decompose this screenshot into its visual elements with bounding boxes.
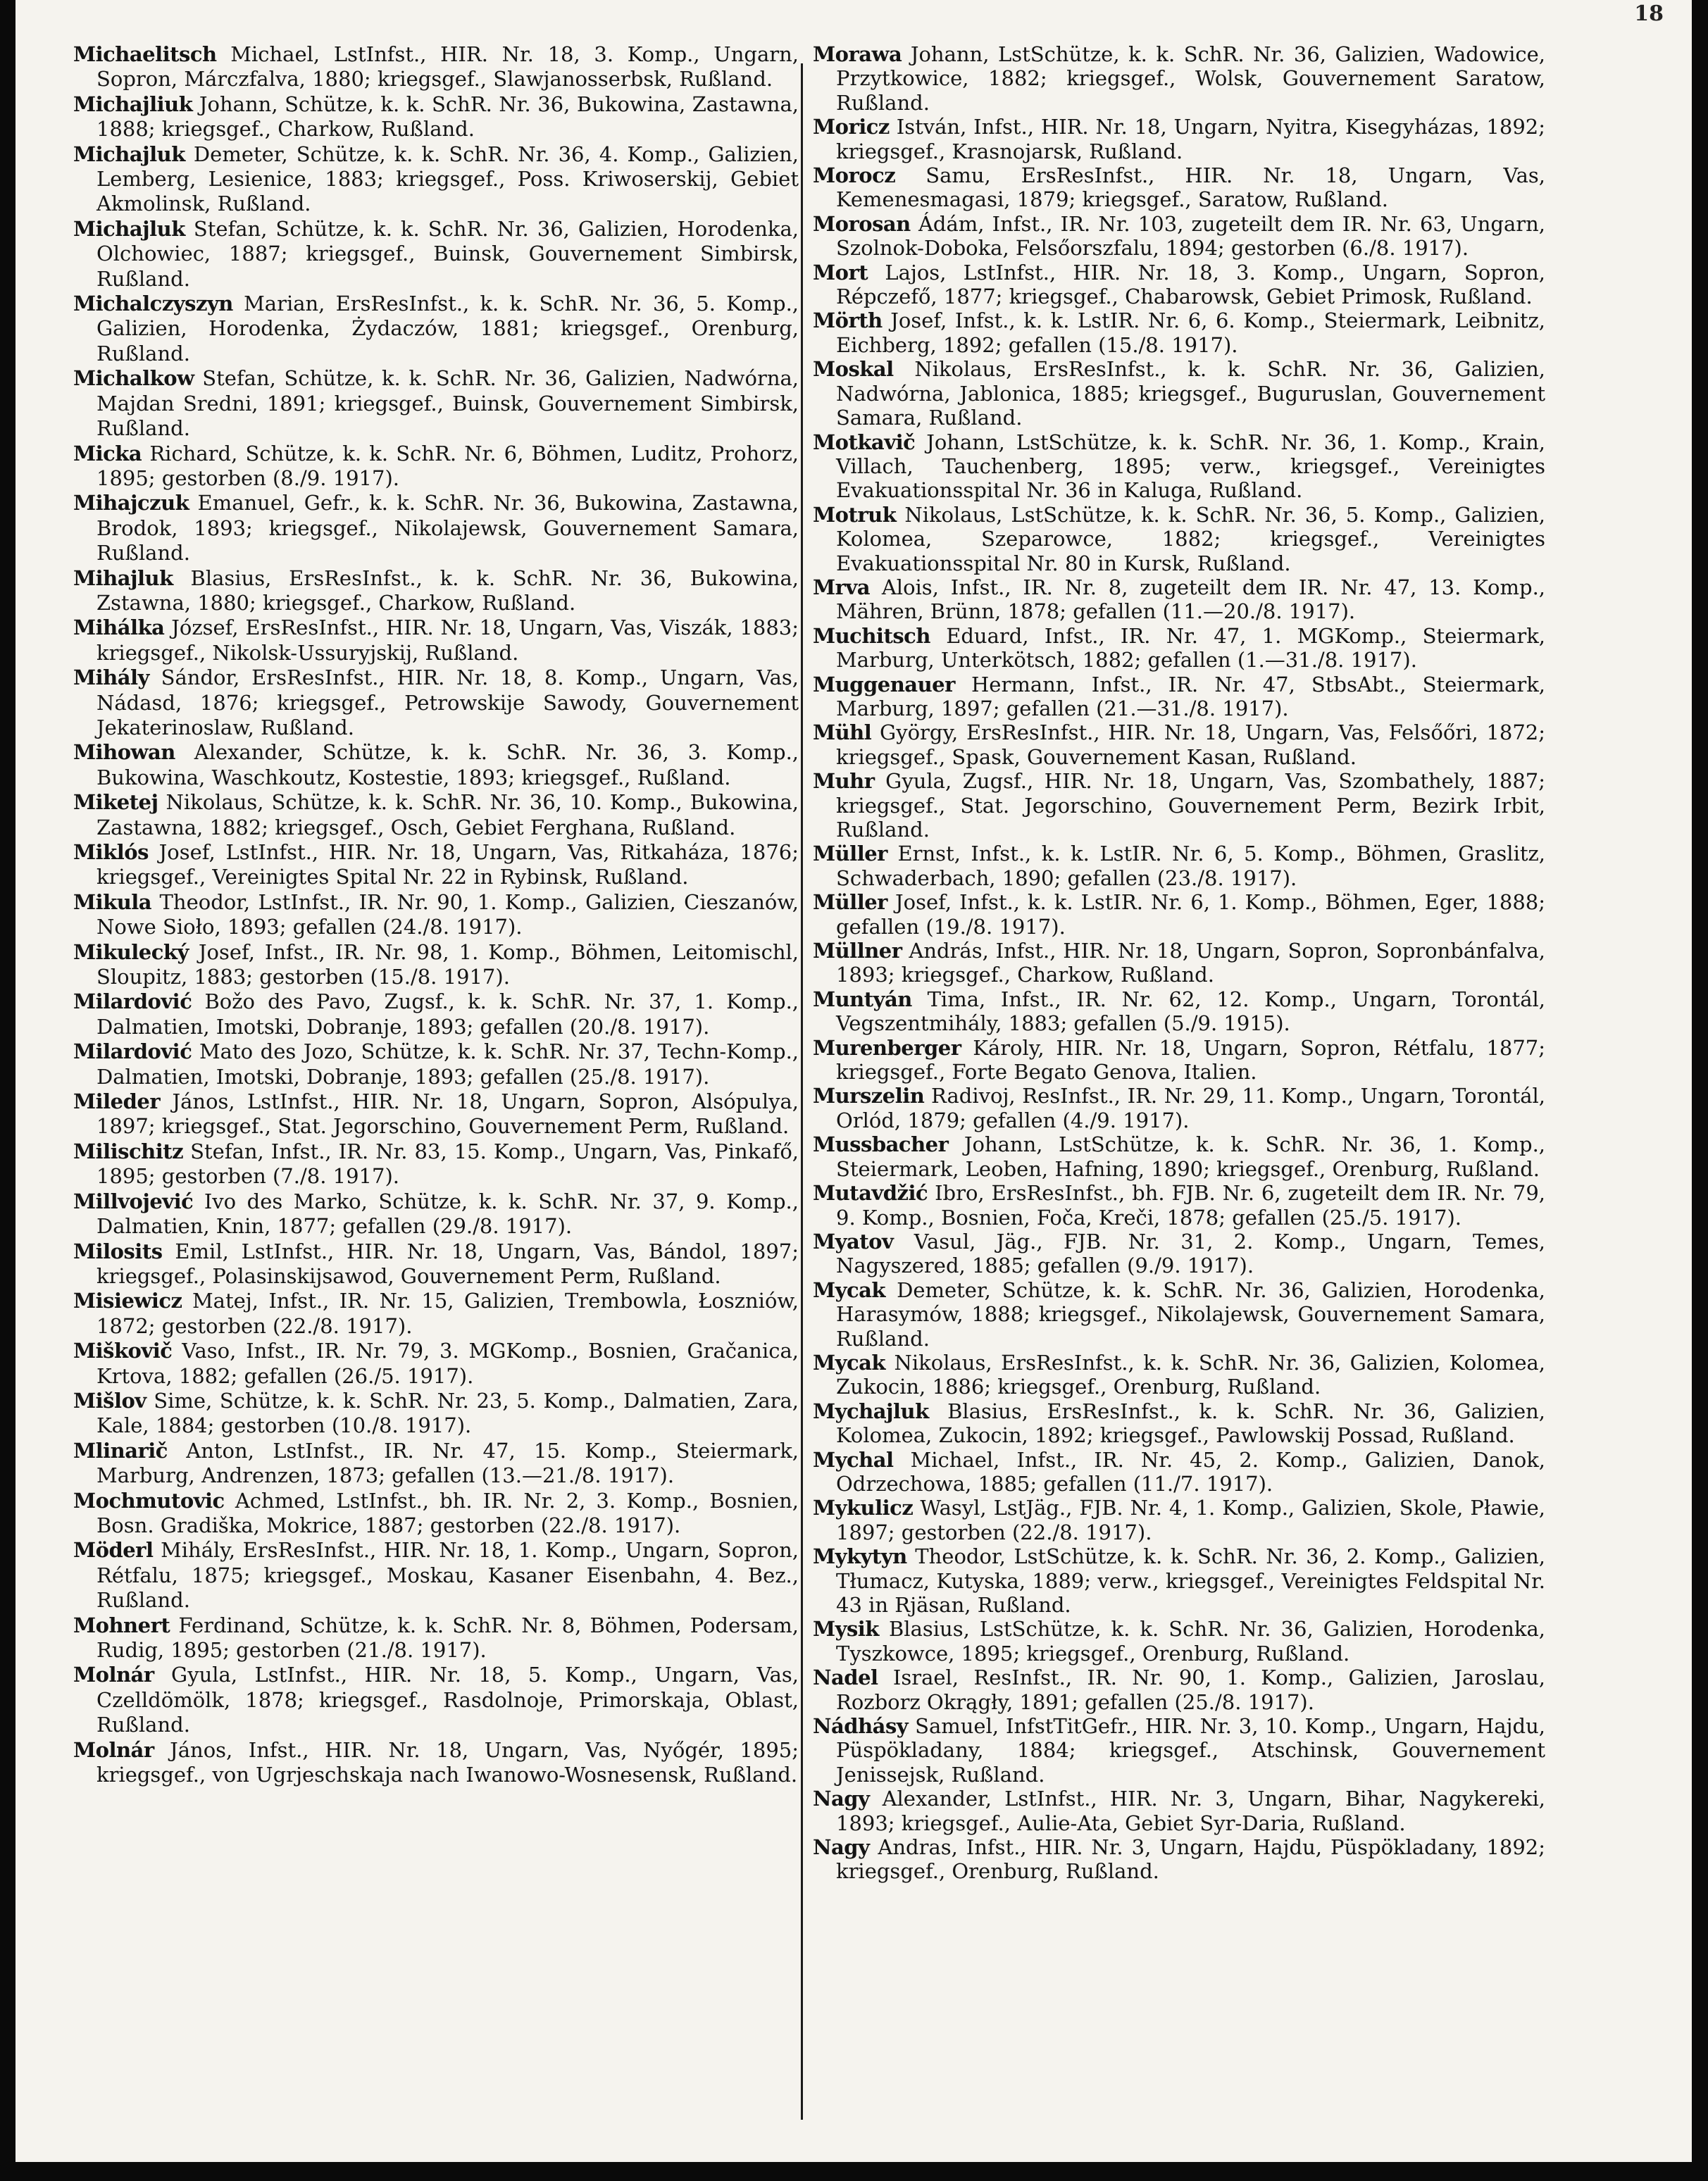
entry-details: Nikolaus, LstSchütze, k. k. SchR. Nr. 36, 5. Komp., Galizien, Kolomea, Szeparowce, 1882; kriegsgef., Vereinigtes Evakuationsspital Nr. 80 in Kursk, Rußland. <box>836 502 1545 575</box>
entry-details: Gyula, Zugsf., HIR. Nr. 18, Ungarn, Vas, Szombathely, 1887; kriegsgef., Stat. Jegorschino, Gouvernement Perm, Bezirk Irbit, Rußland. <box>836 769 1545 842</box>
register-entry <box>813 1835 1545 1884</box>
register-entry <box>813 673 1545 721</box>
entry-details: Josef, Infst., k. k. LstIR. Nr. 6, 1. Komp., Böhmen, Eger, 1888; gefallen (19./8. 1917). <box>836 890 1545 939</box>
register-entry <box>813 842 1545 890</box>
entry-surname: Molnár <box>73 1663 154 1687</box>
entry-details: Ernst, Infst., k. k. LstIR. Nr. 6, 5. Komp., Böhmen, Graslitz, Schwaderbach, 1890; gefallen (23./8. 1917). <box>836 842 1545 890</box>
entry-details: Michael, LstInfst., HIR. Nr. 18, 3. Komp., Ungarn, Sopron, Márczfalva, 1880; kriegsgef., Slawjanosserbsk, Rußland. <box>96 42 799 92</box>
entry-details: Sime, Schütze, k. k. SchR. Nr. 23, 5. Komp., Dalmatien, Zara, Kale, 1884; gestorben (10./8. 1917). <box>96 1388 799 1438</box>
entry-details: Sándor, ErsResInfst., HIR. Nr. 18, 8. Komp., Ungarn, Vas, Nádasd, 1876; kriegsgef., Petrowskije Sawody, Gouvernement Jekaterinoslaw, Rußland. <box>96 665 799 739</box>
entry-details: Theodor, LstInfst., IR. Nr. 90, 1. Komp., Galizien, Cieszanów, Nowe Sioło, 1893; gefallen (24./8. 1917). <box>96 889 799 939</box>
entry-details: Matej, Infst., IR. Nr. 15, Galizien, Trembowla, Łoszniów, 1872; gestorben (22./8. 1917). <box>96 1289 799 1338</box>
register-entry <box>813 769 1545 842</box>
entry-details: András, Infst., HIR. Nr. 18, Ungarn, Sopron, Sopronbánfalva, 1893; kriegsgef., Charkow, Rußland. <box>836 939 1545 987</box>
register-entry <box>73 615 799 665</box>
register-entry <box>73 1613 799 1663</box>
entry-surname: Micka <box>73 441 142 465</box>
entry-surname: Milardović <box>73 1039 192 1064</box>
register-entry <box>73 217 799 292</box>
entry-surname: Molnár <box>73 1737 154 1762</box>
entry-surname: Mikula <box>73 889 152 914</box>
entry-details: Ádám, Infst., IR. Nr. 103, zugeteilt dem IR. Nr. 63, Ungarn, Szolnok-Doboka, Felsőorszfalu, 1894; gestorben (6./8. 1917). <box>836 211 1545 261</box>
entry-surname: Moricz <box>813 115 890 139</box>
entry-surname: Muntyán <box>813 987 912 1011</box>
entry-surname: Mihajczuk <box>73 491 189 515</box>
register-entry <box>813 1448 1545 1496</box>
register-entry <box>813 1230 1545 1278</box>
register-entry <box>813 115 1545 163</box>
entry-details: Károly, HIR. Nr. 18, Ungarn, Sopron, Rétfalu, 1877; kriegsgef., Forte Begato Genova, Italien. <box>836 1035 1545 1085</box>
register-entry <box>73 1389 799 1439</box>
entry-surname: Misiewicz <box>73 1289 182 1313</box>
entry-details: Richard, Schütze, k. k. SchR. Nr. 6, Böhmen, Luditz, Prohorz, 1895; gestorben (8./9. 1917). <box>96 441 799 490</box>
register-entry <box>73 1089 799 1139</box>
register-entry <box>813 163 1545 212</box>
entry-details: Blasius, LstSchütze, k. k. SchR. Nr. 36, Galizien, Horodenka, Tyszkowce, 1895; kriegsgef., Orenburg, Rußland. <box>836 1617 1545 1666</box>
entry-surname: Morocz <box>813 163 896 188</box>
register-entry <box>73 1189 799 1239</box>
entry-details: Theodor, LstSchütze, k. k. SchR. Nr. 36, 2. Komp., Galizien, Tłumacz, Kutyska, 1889; verw., kriegsgef., Vereinigtes Feldspital Nr. 43 in Rjäsan, Rußland. <box>836 1544 1545 1617</box>
register-entry <box>73 1139 799 1189</box>
entry-surname: Mycak <box>813 1350 885 1375</box>
entry-surname: Nádhásy <box>813 1714 909 1739</box>
column-divider <box>801 63 803 2120</box>
entry-details: Nikolaus, ErsResInfst., k. k. SchR. Nr. 36, Galizien, Kolomea, Zukocin, 1886; kriegsgef., Orenburg, Rußland. <box>836 1350 1545 1399</box>
entry-surname: Muggenauer <box>813 672 955 696</box>
register-entry <box>813 1399 1545 1448</box>
register-entry <box>813 308 1545 357</box>
register-entry <box>813 1351 1545 1399</box>
page-number: 18 <box>1634 1 1664 26</box>
entry-surname: Mihálka <box>73 615 165 640</box>
register-entry <box>73 1239 799 1289</box>
entry-surname: Mort <box>813 260 868 285</box>
entry-surname: Michajluk <box>73 142 185 166</box>
register-entry <box>813 720 1545 769</box>
register-entry <box>813 1617 1545 1666</box>
entry-details: Hermann, Infst., IR. Nr. 47, StbsAbt., Steiermark, Marburg, 1897; gefallen (21.—31./8. 1917). <box>836 672 1545 720</box>
entry-surname: Milosits <box>73 1239 163 1263</box>
entry-details: Nikolaus, ErsResInfst., k. k. SchR. Nr. 36, Galizien, Nadwórna, Jablonica, 1885; kriegsgef., Buguruslan, Gouvernement Samara, Rußland. <box>836 357 1545 430</box>
register-entry <box>73 42 799 92</box>
register-entry <box>813 1278 1545 1351</box>
entry-details: Emanuel, Gefr., k. k. SchR. Nr. 36, Bukowina, Zastawna, Brodok, 1893; kriegsgef., Nikolajewsk, Gouvernement Samara, Rußland. <box>96 491 799 565</box>
register-entry <box>73 840 799 890</box>
entry-details: Vasul, Jäg., FJB. Nr. 31, 2. Komp., Ungarn, Temes, Nagyszered, 1885; gefallen (9./9. 1917). <box>836 1229 1545 1278</box>
register-entry <box>813 1132 1545 1181</box>
register-entry <box>73 1439 799 1489</box>
entry-surname: Mykulicz <box>813 1496 914 1520</box>
entry-surname: Nagy <box>813 1787 870 1811</box>
entry-surname: Motruk <box>813 502 897 527</box>
register-entry <box>813 430 1545 503</box>
entry-details: Božo des Pavo, Zugsf., k. k. SchR. Nr. 37, 1. Komp., Dalmatien, Imotski, Dobranje, 1893; gefallen (20./8. 1917). <box>96 989 799 1039</box>
entry-details: Gyula, LstInfst., HIR. Nr. 18, 5. Komp., Ungarn, Vas, Czelldömölk, 1878; kriegsgef., Rasdolnoje, Primorskaja, Oblast, Rußland. <box>96 1663 799 1737</box>
register-entry <box>73 665 799 740</box>
entry-details: Demeter, Schütze, k. k. SchR. Nr. 36, 4. Komp., Galizien, Lemberg, Lesienice, 1883; kriegsgef., Poss. Kriwoserskij, Gebiet Akmolinsk, Rußland. <box>96 142 799 216</box>
left-column <box>73 42 799 2148</box>
entry-surname: Nagy <box>813 1835 870 1860</box>
register-entry <box>813 1181 1545 1230</box>
register-entry <box>73 1489 799 1539</box>
right-column <box>813 42 1545 2148</box>
entry-details: Nikolaus, Schütze, k. k. SchR. Nr. 36, 10. Komp., Bukowina, Zastawna, 1882; kriegsgef., Osch, Gebiet Ferghana, Rußland. <box>96 790 799 839</box>
entry-details: Josef, LstInfst., HIR. Nr. 18, Ungarn, Vas, Ritkaháza, 1876; kriegsgef., Vereinigtes Spital Nr. 22 in Rybinsk, Rußland. <box>96 840 799 889</box>
entry-details: Israel, ResInfst., IR. Nr. 90, 1. Komp., Galizien, Jaroslau, Rozborz Okrągły, 1891; gefallen (25./8. 1917). <box>836 1666 1545 1714</box>
entry-details: Lajos, LstInfst., HIR. Nr. 18, 3. Komp., Ungarn, Sopron, Répczefő, 1877; kriegsgef., Chabarowsk, Gebiet Primosk, Rußland. <box>836 260 1545 309</box>
entry-details: Blasius, ErsResInfst., k. k. SchR. Nr. 36, Galizien, Kolomea, Zukocin, 1892; kriegsgef., Pawlowskij Possad, Rußland. <box>836 1399 1545 1448</box>
entry-details: Stefan, Schütze, k. k. SchR. Nr. 36, Galizien, Horodenka, Olchowiec, 1887; kriegsgef., Buinsk, Gouvernement Simbirsk, Rußland. <box>96 216 799 291</box>
entry-details: Ferdinand, Schütze, k. k. SchR. Nr. 8, Böhmen, Podersam, Rudig, 1895; gestorben (21./8. 1917). <box>96 1613 799 1662</box>
entry-surname: Miškovič <box>73 1339 173 1363</box>
entry-details: Johann, Schütze, k. k. SchR. Nr. 36, Bukowina, Zastawna, 1888; kriegsgef., Charkow, Rußland. <box>96 92 799 142</box>
register-entry <box>73 1339 799 1389</box>
entry-surname: Mysik <box>813 1617 879 1642</box>
register-entry <box>73 890 799 940</box>
entry-surname: Mihowan <box>73 740 175 765</box>
entry-surname: Moskal <box>813 357 894 382</box>
entry-details: Stefan, Infst., IR. Nr. 83, 15. Komp., Ungarn, Vas, Pinkafő, 1895; gestorben (7./8. 1917). <box>96 1139 799 1189</box>
entry-details: Eduard, Infst., IR. Nr. 47, 1. MGKomp., Steiermark, Marburg, Unterkötsch, 1882; gefallen (1.—31./8. 1917). <box>836 623 1545 673</box>
entry-details: Wasyl, LstJäg., FJB. Nr. 4, 1. Komp., Galizien, Skole, Pławie, 1897; gestorben (22./8. 1917). <box>836 1496 1545 1544</box>
entry-details: Ivo des Marko, Schütze, k. k. SchR. Nr. 37, 9. Komp., Dalmatien, Knin, 1877; gefallen (29./8. 1917). <box>96 1189 799 1239</box>
register-entry <box>813 624 1545 673</box>
register-entry <box>813 1787 1545 1835</box>
register-entry <box>73 940 799 990</box>
entry-surname: Mutavdžić <box>813 1181 928 1206</box>
register-entry <box>73 740 799 790</box>
register-entry <box>813 939 1545 987</box>
entry-surname: Michajliuk <box>73 92 193 116</box>
entry-surname: Michajluk <box>73 216 185 241</box>
register-entry <box>73 366 799 441</box>
entry-details: János, Infst., HIR. Nr. 18, Ungarn, Vas, Nyőgér, 1895; kriegsgef., von Ugrjeschskaja nach Iwanowo-Wosnesensk, Rußland. <box>96 1737 799 1787</box>
entry-surname: Müllner <box>813 939 902 963</box>
entry-surname: Mycak <box>813 1277 885 1302</box>
register-entry <box>813 890 1545 939</box>
register-entry <box>73 790 799 840</box>
entry-details: Demeter, Schütze, k. k. SchR. Nr. 36, Galizien, Horodenka, Harasymów, 1888; kriegsgef., Nikolajewsk, Gouvernement Samara, Rußland. <box>836 1277 1545 1351</box>
entry-surname: Michaelitsch <box>73 42 217 66</box>
entry-surname: Morawa <box>813 42 902 66</box>
register-entry <box>813 261 1545 309</box>
entry-details: Johann, LstSchütze, k. k. SchR. Nr. 36, Galizien, Wadowice, Przytkowice, 1882; kriegsgef., Wolsk, Gouvernement Saratow, Rußland. <box>836 42 1545 115</box>
entry-surname: Miklós <box>73 840 149 864</box>
document-page <box>15 0 1692 2162</box>
register-entry <box>73 1738 799 1788</box>
entry-details: Radivoj, ResInfst., IR. Nr. 29, 11. Komp., Ungarn, Torontál, Orlód, 1879; gefallen (4./9. 1917). <box>836 1084 1545 1132</box>
register-entry <box>73 566 799 616</box>
entry-details: István, Infst., HIR. Nr. 18, Ungarn, Nyitra, Kisegyházas, 1892; kriegsgef., Krasnojarsk, Rußland. <box>836 115 1545 163</box>
entry-details: Achmed, LstInfst., bh. IR. Nr. 2, 3. Komp., Bosnien, Bosn. Gradiška, Mokrice, 1887; gestorben (22./8. 1917). <box>96 1488 799 1537</box>
register-entry <box>73 989 799 1039</box>
register-entry <box>73 292 799 366</box>
entry-surname: Nadel <box>813 1666 878 1690</box>
entry-surname: Mohnert <box>73 1613 170 1637</box>
register-entry <box>73 1663 799 1737</box>
entry-surname: Mihajluk <box>73 565 173 590</box>
entry-details: József, ErsResInfst., HIR. Nr. 18, Ungarn, Vas, Viszák, 1883; kriegsgef., Nikolsk-Ussuryjskij, Rußland. <box>96 615 799 665</box>
entry-surname: Mileder <box>73 1089 161 1114</box>
register-entry <box>73 491 799 565</box>
register-entry <box>813 1036 1545 1085</box>
register-entry <box>73 1039 799 1089</box>
entry-surname: Morosan <box>813 211 911 236</box>
entry-surname: Mörth <box>813 308 883 333</box>
entry-details: Mihály, ErsResInfst., HIR. Nr. 18, 1. Komp., Ungarn, Sopron, Rétfalu, 1875; kriegsgef., Moskau, Kasaner Eisenbahn, 4. Bez., Rußland. <box>96 1538 799 1613</box>
entry-surname: Myatov <box>813 1229 894 1254</box>
entry-surname: Michalkow <box>73 366 194 391</box>
register-entry <box>73 1289 799 1339</box>
entry-surname: Muhr <box>813 769 875 794</box>
register-entry <box>813 1666 1545 1714</box>
entry-details: Alois, Infst., IR. Nr. 8, zugeteilt dem IR. Nr. 47, 13. Komp., Mähren, Brünn, 1878; gefallen (11.—20./8. 1917). <box>836 575 1545 624</box>
entry-details: Emil, LstInfst., HIR. Nr. 18, Ungarn, Vas, Bándol, 1897; kriegsgef., Polasinskijsawod, Gouvernement Perm, Rußland. <box>96 1239 799 1288</box>
register-entry <box>73 142 799 217</box>
entry-surname: Mühl <box>813 720 872 745</box>
entry-surname: Mychal <box>813 1447 894 1472</box>
entry-surname: Motkavič <box>813 430 916 454</box>
register-entry <box>73 92 799 142</box>
entry-details: Vaso, Infst., IR. Nr. 79, 3. MGKomp., Bosnien, Gračanica, Krtova, 1882; gefallen (26./5. 1917). <box>96 1339 799 1388</box>
register-entry <box>813 575 1545 624</box>
entry-details: Johann, LstSchütze, k. k. SchR. Nr. 36, 1. Komp., Krain, Villach, Tauchenberg, 1895; verw., kriegsgef., Vereinigtes Evakuationsspital Nr. 36 in Kaluga, Rußland. <box>836 430 1545 503</box>
entry-details: György, ErsResInfst., HIR. Nr. 18, Ungarn, Vas, Felsőőri, 1872; kriegsgef., Spask, Gouvernement Kasan, Rußland. <box>836 720 1545 769</box>
register-entry <box>813 1714 1545 1787</box>
register-entry <box>73 442 799 492</box>
entry-surname: Mrva <box>813 575 871 599</box>
entry-details: Blasius, ErsResInfst., k. k. SchR. Nr. 36, Bukowina, Zstawna, 1880; kriegsgef., Charkow, Rußland. <box>96 565 799 615</box>
entry-surname: Miketej <box>73 790 158 815</box>
register-entry <box>813 1496 1545 1544</box>
entry-surname: Möderl <box>73 1538 154 1563</box>
register-entry <box>73 1538 799 1613</box>
register-entry <box>813 212 1545 261</box>
entry-details: Anton, LstInfst., IR. Nr. 47, 15. Komp., Steiermark, Marburg, Andrenzen, 1873; gefallen (13.—21./8. 1917). <box>96 1438 799 1488</box>
entry-details: Samu, ErsResInfst., HIR. Nr. 18, Ungarn, Vas, Kemenesmagasi, 1879; kriegsgef., Saratow, Rußland. <box>836 163 1545 212</box>
entry-details: Andras, Infst., HIR. Nr. 3, Ungarn, Hajdu, Püspökladany, 1892; kriegsgef., Orenburg, Rußland. <box>836 1835 1545 1884</box>
entry-details: Marian, ErsResInfst., k. k. SchR. Nr. 36, 5. Komp., Galizien, Horodenka, Żydaczów, 1881; kriegsgef., Orenburg, Rußland. <box>96 292 799 365</box>
entry-details: János, LstInfst., HIR. Nr. 18, Ungarn, Sopron, Alsópulya, 1897; kriegsgef., Stat. Jegorschino, Gouvernement Perm, Rußland. <box>96 1089 799 1139</box>
register-entry <box>813 503 1545 575</box>
entry-surname: Mochmutovic <box>73 1488 225 1513</box>
entry-details: Mato des Jozo, Schütze, k. k. SchR. Nr. 37, Techn-Komp., Dalmatien, Imotski, Dobranje, 1893; gefallen (25./8. 1917). <box>96 1039 799 1089</box>
register-entry <box>813 1084 1545 1132</box>
entry-details: Ibro, ErsResInfst., bh. FJB. Nr. 6, zugeteilt dem IR. Nr. 79, 9. Komp., Bosnien, Foča, Kreči, 1878; gefallen (25./5. 1917). <box>836 1181 1545 1230</box>
entry-details: Josef, Infst., k. k. LstIR. Nr. 6, 6. Komp., Steiermark, Leibnitz, Eichberg, 1892; gefallen (15./8. 1917). <box>836 308 1545 357</box>
entry-surname: Mišlov <box>73 1388 147 1413</box>
entry-surname: Michalczyszyn <box>73 292 233 316</box>
entry-details: Samuel, InfstTitGefr., HIR. Nr. 3, 10. Komp., Ungarn, Hajdu, Püspökladany, 1884; kriegsgef., Atschinsk, Gouvernement Jenissejsk, Rußland. <box>836 1714 1545 1787</box>
entry-details: Stefan, Schütze, k. k. SchR. Nr. 36, Galizien, Nadwórna, Majdan Sredni, 1891; kriegsgef., Buinsk, Gouvernement Simbirsk, Rußland. <box>96 366 799 441</box>
entry-details: Alexander, Schütze, k. k. SchR. Nr. 36, 3. Komp., Bukowina, Waschkoutz, Kostestie, 1893; kriegsgef., Rußland. <box>96 740 799 789</box>
entry-surname: Mykytyn <box>813 1544 907 1569</box>
entry-surname: Mikulecký <box>73 939 189 964</box>
entry-surname: Mussbacher <box>813 1132 949 1157</box>
entry-surname: Milischitz <box>73 1139 184 1163</box>
entry-details: Johann, LstSchütze, k. k. SchR. Nr. 36, 1. Komp., Steiermark, Leoben, Hafning, 1890; kriegsgef., Orenburg, Rußland. <box>836 1132 1545 1181</box>
entry-surname: Müller <box>813 890 887 915</box>
register-entry <box>813 987 1545 1036</box>
entry-surname: Murszelin <box>813 1084 925 1108</box>
entry-details: Tima, Infst., IR. Nr. 62, 12. Komp., Ungarn, Torontál, Vegszentmihály, 1883; gefallen (5./9. 1915). <box>836 987 1545 1036</box>
entry-surname: Murenberger <box>813 1035 961 1060</box>
entry-surname: Mihály <box>73 665 149 690</box>
register-entry <box>813 1544 1545 1617</box>
entry-surname: Müller <box>813 842 887 866</box>
entry-surname: Millvojević <box>73 1189 194 1213</box>
register-entry <box>813 357 1545 430</box>
register-entry <box>813 42 1545 115</box>
entry-details: Josef, Infst., IR. Nr. 98, 1. Komp., Böhmen, Leitomischl, Sloupitz, 1883; gestorben (15./8. 1917). <box>96 939 799 989</box>
entry-details: Michael, Infst., IR. Nr. 45, 2. Komp., Galizien, Danok, Odrzechowa, 1885; gefallen (11./7. 1917). <box>836 1447 1545 1496</box>
entry-surname: Milardović <box>73 989 192 1014</box>
entry-surname: Mychajluk <box>813 1399 929 1423</box>
entry-details: Alexander, LstInfst., HIR. Nr. 3, Ungarn, Bihar, Nagykereki, 1893; kriegsgef., Aulie-Ata, Gebiet Syr-Daria, Rußland. <box>836 1787 1545 1835</box>
entry-surname: Mlinarič <box>73 1438 168 1463</box>
entry-surname: Muchitsch <box>813 623 930 648</box>
